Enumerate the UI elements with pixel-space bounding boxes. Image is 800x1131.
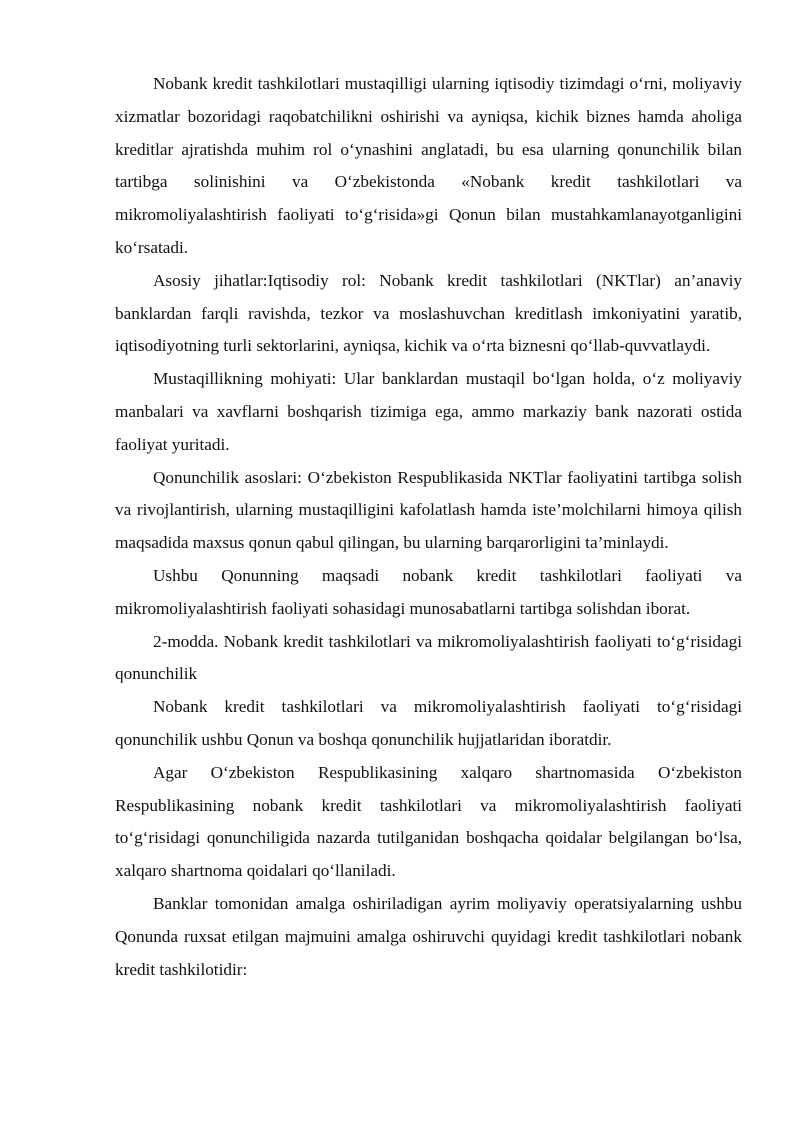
paragraph-law-purpose: Ushbu Qonunning maqsadi nobank kredit tashkilotlari faoliyati va mikromoliyalashtirish faoliyati sohasidagi munosabatlarni tartibga solishdan iborat. bbox=[115, 565, 742, 618]
document-page bbox=[115, 68, 742, 986]
paragraph-nkt-independence: Nobank kredit tashkilotlari mustaqilligi ularning iqtisodiy tizimdagi o‘rni, moliyaviy xizmatlar bozoridagi raqobatchilikni oshirishi va ayniqsa, kichik biznes hamda aholiga kreditlar ajratishda muhim rol o‘ynashini anglatadi, bu esa ularning qonunchilik bilan tartibga solinishini va O‘zbekistonda «Nobank kredit tashkilotlari va mikromoliyalashtirish faoliyati to‘g‘risida»gi Qonun bilan mustahkamlanayotganligini ko‘rsatadi. bbox=[115, 74, 742, 257]
paragraph-key-aspects: Asosiy jihatlar:Iqtisodiy rol: Nobank kredit tashkilotlari (NKTlar) an’anaviy banklardan farqli ravishda, tezkor va moslashuvchan kreditlash imkoniyatini yaratib, iqtisodiyotning turli sektorlarini, ayniqsa, kichik va o‘rta biznesni qo‘llab-quvvatlaydi. bbox=[115, 270, 742, 356]
paragraph-legislation-composition: Nobank kredit tashkilotlari va mikromoliyalashtirish faoliyati to‘g‘risidagi qonunchilik ushbu Qonun va boshqa qonunchilik hujjatlaridan iboratdir. bbox=[115, 697, 742, 749]
paragraph-legal-basis: Qonunchilik asoslari: O‘zbekiston Respublikasida NKTlar faoliyatini tartibga solish va rivojlantirish, ularning mustaqilligini kafolatlash hamda iste’molchilarni himoya qilish maqsadida maxsus qonun qabul qilingan, bu ularning barqarorligini ta’minlaydi. bbox=[115, 467, 742, 553]
paragraph-article-2-heading: 2-modda. Nobank kredit tashkilotlari va mikromoliyalashtirish faoliyati to‘g‘risidagi qonunchilik bbox=[115, 631, 742, 684]
paragraph-nonbank-definition: Banklar tomonidan amalga oshiriladigan ayrim moliyaviy operatsiyalarning ushbu Qonunda ruxsat etilgan majmuini amalga oshiruvchi quyidagi kredit tashkilotlari nobank kredit tashkilotidir: bbox=[115, 893, 742, 979]
paragraph-essence-of-independence: Mustaqillikning mohiyati: Ular banklardan mustaqil bo‘lgan holda, o‘z moliyaviy manbalari va xavflarni boshqarish tizimiga ega, ammo markaziy bank nazorati ostida faoliyat yuritadi. bbox=[115, 369, 742, 454]
paragraph-international-treaty: Agar O‘zbekiston Respublikasining xalqaro shartnomasida O‘zbekiston Respublikasining nobank kredit tashkilotlari va mikromoliyalashtirish faoliyati to‘g‘risidagi qonunchiligida nazarda tutilganidan boshqacha qoidalar belgilangan bo‘lsa, xalqaro shartnoma qoidalari qo‘llaniladi. bbox=[115, 762, 742, 881]
